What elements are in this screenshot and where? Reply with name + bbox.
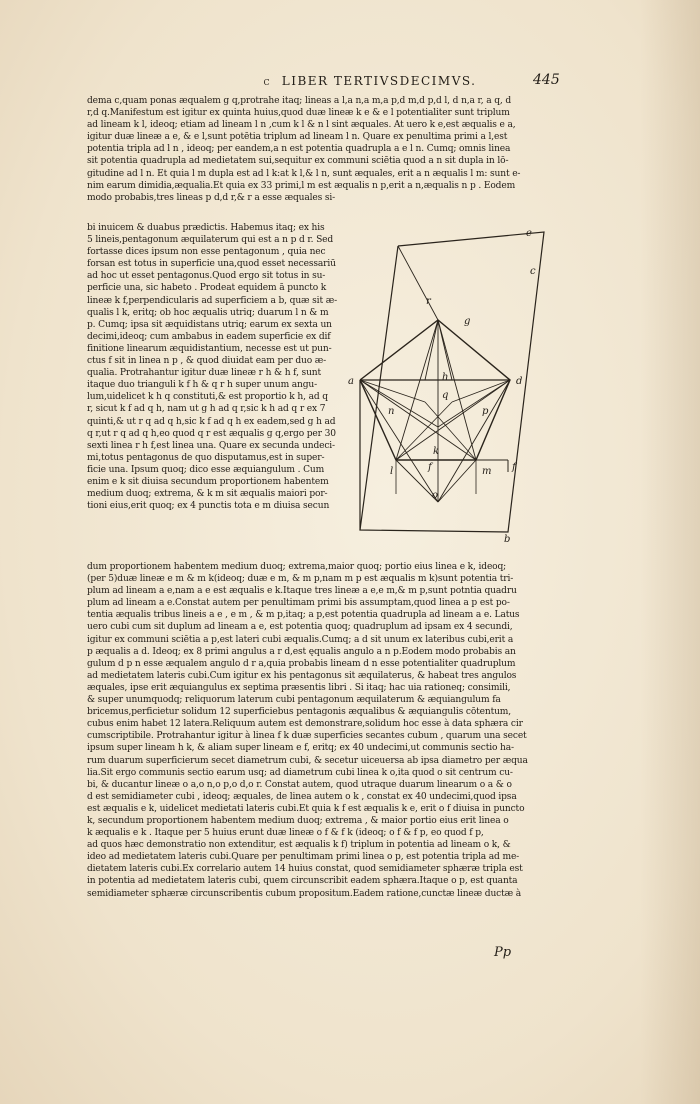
text-line: lum,uidelicet k h q constituti,& est proportio k h, ad q — [87, 392, 328, 403]
text-line: qualis l k, eritq; ob hoc æqualis utriq; duarum l n & m — [87, 307, 329, 318]
running-header — [170, 74, 570, 88]
text-line: forsan est totus in superficie una,quod esset necessariū — [87, 259, 336, 270]
label-m: m — [482, 466, 492, 477]
label-f-right: f — [512, 462, 516, 473]
text-line: plum ad lineam a e,nam a e est æqualis e k.Itaque tres lineæ a e,e m,& m p,sunt potntia quadru — [87, 586, 517, 597]
label-k: k — [433, 446, 440, 457]
label-p: p — [482, 406, 489, 417]
text-line: ad medietatem lateris cubi.Cum igitur ex his pentagonus sit æquilaterus, & habeat tres angulos — [87, 670, 517, 681]
text-line: igitur duæ lineæ a e, & e l,sunt potētia triplum ad lineam l n. Quare ex penultima primi a l,est — [87, 132, 508, 143]
catchword: Pp — [494, 945, 512, 960]
label-g: g — [464, 316, 471, 327]
label-q: q — [442, 390, 449, 401]
label-a: a — [348, 376, 354, 387]
text-line: r, sicut k f ad q h, nam ut g h ad q r,sic k h ad q r ex 7 — [87, 404, 326, 415]
text-line: perficie una, sic habeto . Prodeat equidem ā puncto k — [87, 283, 327, 294]
text-line: k æqualis e k . Itaque per 5 huius erunt duæ lineæ o f & f k (ideoq; o f & f p, eo quod f p, — [87, 828, 484, 839]
text-block-beside-figure — [87, 222, 347, 512]
text-line: (per 5)duæ lineæ e m & m k(ideoq; duæ e m, & m p,nam m p est æqualis m k)sunt potentia tri- — [87, 574, 514, 585]
label-h: h — [442, 372, 449, 383]
text-line: enim e k sit diuisa secundum proportionem habentem — [87, 476, 329, 487]
text-line: bi, & ducantur lineæ o a,o n,o p,o d,o r. Constat autem, quod utraque duarum linearum o a & o — [87, 779, 512, 790]
label-o: o — [432, 490, 439, 501]
text-line: p æqualis a d. Ideoq; ex 8 primi angulus a r d,est ęqualis angulo a n p.Eodem modo probabis an — [87, 646, 516, 657]
label-l: l — [390, 466, 394, 477]
text-line: nim earum dimidia,æqualia.Et quia ex 33 primi,l m est æqualis n p,erit a n,æqualis n p . Eodem — [87, 180, 516, 191]
text-line: gulum d p n esse æqualem angulo d r a,quia probabis lineam d n esse potentialiter quadruplum — [87, 658, 516, 669]
label-f: f — [428, 462, 432, 473]
text-line: ad hoc ut esset pentagonus.Quod ergo sit totus in su- — [87, 271, 326, 282]
text-line: ficie una. Ipsum quoq; dico esse æquiangulum . Cum — [87, 464, 325, 475]
text-line: ipsum super lineam h k, & aliam super lineam e f, eritq; ex 40 undecimi,ut communis sectio ha- — [87, 743, 514, 754]
text-line: itaque duo trianguli k f h & q r h super unum angu- — [87, 380, 318, 391]
text-line: dum proportionem habentem medium duoq; extrema,maior quoq; portio eius linea e k, ideoq; — [87, 562, 507, 572]
text-block-bottom — [87, 561, 557, 900]
text-line: medium duoq; extrema, & k m sit æqualis maiori por- — [87, 489, 328, 500]
text-line: finitione linearum æquidistantium, necesse est ut pun- — [87, 343, 332, 354]
text-line: lineæ k f,perpendicularis ad superficiem a b, quæ sit æ- — [87, 295, 338, 306]
page-number: 445 — [533, 72, 560, 88]
label-b: b — [504, 534, 511, 544]
text-line: tentia æqualis tribus lineis a e , e m , & m p,itaq; a p,est potentia quadrupla ad lineam a e. Latus — [87, 610, 520, 621]
header-ornament: c — [263, 74, 272, 88]
text-line: & super unumquodq; reliquorum laterum cubi pentagonum æquilaterum & æquiangulum fa — [87, 695, 501, 706]
text-line: æquales, ipse erit æquiangulus ex septima præsentis libri . Si itaq; hac uia rationeq; consimili, — [87, 682, 511, 693]
dodecahedron-construction-diagram — [340, 222, 560, 544]
text-line: quinti,& ut r q ad q h,sic k f ad q h ex eadem,sed g h ad — [87, 416, 336, 427]
text-line: tioni eius,erit quoq; ex 4 punctis tota e m diuisa secun — [87, 501, 330, 512]
text-line: modo probabis,tres lineas p d,d r,& r a esse æquales si- — [87, 192, 336, 203]
text-line: plum ad lineam a e.Constat autem per penultimam primi bis assumptam,quod linea a p est po- — [87, 598, 510, 609]
label-e: e — [526, 228, 532, 239]
text-line: bricemus,perficietur solidum 12 superficiebus pentagonis æqualibus & æquiangulis cōtentum, — [87, 707, 512, 718]
header-title: LIBER TERTIVSDECIMVS. — [281, 74, 477, 88]
text-line: igitur ex communi sciētia a p,est lateri cubi æqualis.Cumq; a d sit unum ex lateribus cubi,erit a — [87, 634, 514, 645]
text-line: fortasse dices ipsum non esse pentagonum , quia nec — [87, 247, 326, 258]
text-line: uero cubi cum sit duplum ad lineam a e, est potentia quoq; quadruplum ad ipsam ex 4 secundi, — [87, 622, 513, 633]
text-line: dietatem lateris cubi.Ex correlario autem 14 huius constat, quod semidiameter sphæræ tripla est — [87, 864, 523, 875]
text-line: ctus f sit in linea n p , & quod diuidat eam per duo æ- — [87, 356, 327, 367]
text-line: qualia. Protrahantur igitur duæ lineæ r h & h f, sunt — [87, 368, 321, 379]
text-block-top — [87, 95, 557, 204]
text-line: mi,totus pentagonus de quo disputamus,est in super- — [87, 452, 325, 463]
geometric-figure — [340, 222, 560, 544]
label-r: r — [426, 296, 431, 307]
text-line: rum duarum superficierum secet diametrum cubi, & secetur uiceuersa ab ipsa diametro per æqua — [87, 755, 528, 766]
text-line: 5 lineis,pentagonum æquilaterum qui est a n p d r. Sed — [87, 235, 334, 246]
text-line: ad quos hæc demonstratio non extenditur, est æqualis k f) triplum in potentia ad lineam o k, & — [87, 840, 511, 851]
text-line: sexti linea r h f,est linea una. Quare ex secunda undeci- — [87, 440, 335, 451]
text-line: lia.Sit ergo communis sectio earum usq; ad diametrum cubi linea k o,ita quod o sit centrum cu- — [87, 767, 513, 778]
text-line: cubus enim habet 12 latera.Reliquum autem est demonstrare,solidum hoc esse à data sphæra cir — [87, 719, 523, 730]
text-line: in potentia ad medietatem lateris cubi, quem circunscribit eadem sphæra.Itaque o p, est quanta — [87, 876, 518, 887]
text-line: dema c,quam ponas æqualem g q,protrahe itaq; lineas a l,a n,a m,a p,d m,d p,d l, d n,a r, a q, d — [87, 96, 512, 106]
pentagon — [360, 320, 510, 460]
text-line: potentia tripla ad l n , ideoq; per eandem,a n est potentia quadrupla a e l n. Cumq; omnis linea — [87, 144, 511, 155]
text-line: r,d q.Manifestum est igitur ex quinta huius,quod duæ lineæ k e & e l potentialiter sunt triplum — [87, 108, 510, 119]
text-line: bi inuicem & duabus prædictis. Habemus itaq; ex his — [87, 223, 325, 233]
text-line: est æqualis e k, uidelicet medietati lateris cubi.Et quia k f est æqualis k e, erit o f diuisa in puncto — [87, 803, 525, 814]
label-n: n — [388, 406, 395, 417]
text-line: decimi,ideoq; cum ambabus in eadem superficie ex dif — [87, 331, 331, 342]
text-line: k, secundum proportionem habentem medium duoq; extrema , & maior portio eius erit linea o — [87, 815, 509, 826]
text-line: d est semidiameter cubi , ideoq; æquales, de linea autem o k , constat ex 40 undecimi,quod ipsa — [87, 791, 517, 802]
text-line: gitudine ad l n. Et quia l m dupla est ad l k:at k l,& l n, sunt æquales, erit a n æqualis l m: sunt e- — [87, 168, 521, 179]
label-c: c — [530, 266, 536, 277]
text-line: q r,ut r q ad q h,eo quod q r est æqualis g q,ergo per 30 — [87, 428, 336, 439]
text-line: semidiameter sphæræ circunscribentis cubum propositum.Eadem ratione,cunctæ lineæ ductæ à — [87, 888, 522, 899]
text-line: p. Cumq; ipsa sit æquidistans utriq; earum ex sexta un — [87, 319, 332, 330]
label-d: d — [516, 376, 523, 387]
text-line: ideo ad medietatem lateris cubi.Quare per penultimam primi linea o p, est potentia tripla ad me- — [87, 852, 520, 863]
text-line: sit potentia quadrupla ad medietatem sui,sequitur ex communi sciētia quod a n sit dupla in lō- — [87, 156, 509, 167]
text-line: cumscriptibile. Protrahantur igitur à linea f k duæ superficies secantes cubum , quarum una secet — [87, 731, 527, 742]
text-line: ad lineam k l, ideoq; etiam ad lineam l n ,cum k l & n l sint æquales. At uero k e,est æqualis e a, — [87, 120, 516, 131]
